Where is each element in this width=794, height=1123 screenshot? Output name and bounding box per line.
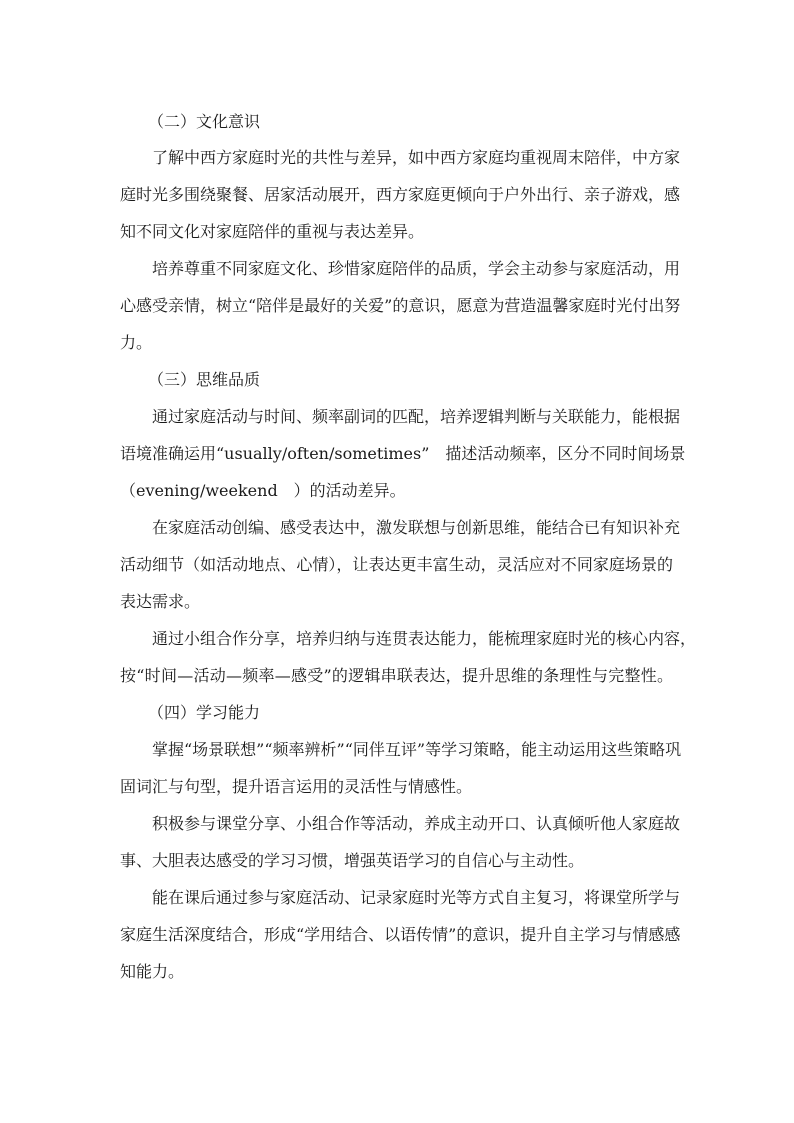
paragraph-line: 掌握“场景联想”“频率辨析”“同伴互评”等学习策略，能主动运用这些策略巩 (152, 740, 682, 759)
section-heading-culture: （二）文化意识 (148, 112, 261, 131)
section-heading-thinking: （三）思维品质 (148, 370, 261, 389)
paragraph-line: 了解中西方家庭时光的共性与差异，如中西方家庭均重视周末陪伴，中方家 (152, 148, 681, 167)
paragraph-line: 培养尊重不同家庭文化、珍惜家庭陪伴的品质，学会主动参与家庭活动，用 (152, 259, 681, 278)
paragraph-line: 家庭生活深度结合，形成“学用结合、以语传情”的意识，提升自主学习与情感感 (120, 925, 681, 944)
paragraph-line: 能在课后通过参与家庭活动、记录家庭时光等方式自主复习，将课堂所学与 (152, 888, 681, 907)
paragraph-line: 按“时间—活动—频率—感受”的逻辑串联表达，提升思维的条理性与完整性。 (120, 666, 673, 685)
paragraph-line: 通过家庭活动与时间、频率副词的匹配，培养逻辑判断与关联能力，能根据 (152, 407, 681, 426)
paragraph-line: 积极参与课堂分享、小组合作等活动，养成主动开口、认真倾听他人家庭故 (152, 814, 681, 833)
paragraph-line: 活动细节（如活动地点、心情），让表达更丰富生动，灵活应对不同家庭场景的 (120, 555, 673, 574)
paragraph-line: 语境准确运用“usually/often/sometimes” 描述活动频率，区分不同时间场景 (120, 444, 686, 463)
paragraph-line: 心感受亲情，树立“陪伴是最好的关爱”的意识，愿意为营造温馨家庭时光付出努 (120, 296, 681, 315)
paragraph-line: 庭时光多围绕聚餐、居家活动展开，西方家庭更倾向于户外出行、亲子游戏，感 (120, 185, 681, 204)
paragraph-line: （evening/weekend ）的活动差异。 (120, 481, 406, 500)
paragraph-line: 力。 (120, 333, 153, 352)
paragraph-line: 固词汇与句型，提升语言运用的灵活性与情感性。 (120, 777, 473, 796)
paragraph-line: 在家庭活动创编、感受表达中，激发联想与创新思维，能结合已有知识补充 (152, 518, 681, 537)
paragraph-line: 通过小组合作分享，培养归纳与连贯表达能力，能梳理家庭时光的核心内容， (152, 629, 697, 648)
paragraph-line: 知不同文化对家庭陪伴的重视与表达差异。 (120, 222, 425, 241)
section-heading-learning: （四）学习能力 (148, 703, 261, 722)
paragraph-line: 知能力。 (120, 962, 185, 981)
paragraph-line: 事、大胆表达感受的学习习惯，增强英语学习的自信心与主动性。 (120, 851, 585, 870)
paragraph-line: 表达需求。 (120, 592, 201, 611)
